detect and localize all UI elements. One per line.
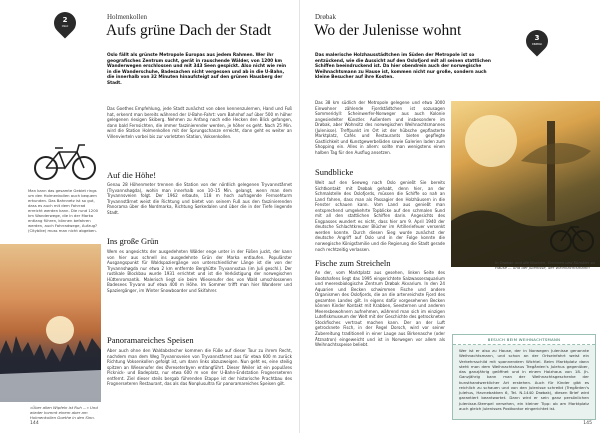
body-paragraph: Aber auch ohne den Waldabstecher kommen die Füße auf dieser Tour zu ihrem Recht, nachdem man dem Weg Tryvannsveien von Tryvannstårnet aus für etwa 600 m zurück Richtung Voksenkollen gefolgt ist, um dann links abzuzweigen. Nun geht es, eine steilig spitzen an Wiesenufer des Øvreseterbyen entlangführt. Dieser Weiler ist ein populäres Picknick- und Badeplatz, nur etwa 600 m von der U-Bahn-Endstation Frognerseteren entfernt. Ziel dieser steils bergab führenden Etappe ist der historische Prachtbau des Frognerseteren Restaurant, das als das Nonplusultra für panoramareiches Speisen gilt. bbox=[107, 348, 292, 387]
right-page bbox=[300, 0, 600, 433]
marker-label: OSLO bbox=[61, 25, 69, 28]
page-number: 144 bbox=[30, 421, 39, 426]
info-box bbox=[452, 334, 596, 420]
subheading: Sundblicke bbox=[315, 167, 354, 177]
subheading: Ins große Grün bbox=[107, 236, 159, 246]
info-box-heading: BESUCH BEIM WEIHNACHTSMANN bbox=[453, 335, 595, 345]
marker-number: 2 bbox=[62, 16, 68, 24]
photo-caption: In Drøbak und die Nischen, Schönen und Künstler zu Hause ... und der Julenisse, der Weihnachtsmann! bbox=[495, 260, 595, 270]
subheading: Auf die Höhe! bbox=[107, 170, 157, 180]
body-paragraph: Das Goethes Empfehlung, jede Stadt zunächst von oben kennenzulernen, Hand und Fuß hat, erkennt man bereits während der U-Bahn-Fahrt: vom Bahnhof auf über 500 m höher gelegenen riesigen Skiberg. Nehmen zu Anfang noch edle Hecken den Blick gefangen, dann bald Fernsichten, die immer faszinierender werden, je höher es geht. Nach 25 Min. wird die Station Holmenkollen mit der Sprungschanze erreicht, dann geht es weiter an Villenvierteln vorbei bis zur vorletzten Station, Voksenkollen. bbox=[107, 106, 292, 139]
sidebar-caption: Man kann das gesamte Gebiet rings um den Holmenkollen auch bequem erkunden. Das Bahnnetz ist so gut, dass es auch mit dem Fahrrad erreicht werden kann. Die rund 1200 km Wanderwege, die in der Marka entlang führen, können befahren werden, auch Fahrradwege, Aufzug? (Citybike) muss man nicht abgeben. bbox=[28, 188, 99, 233]
destination-marker bbox=[54, 12, 76, 40]
body-paragraph: Das 38 km südlich der Metropole gelegene und etwa 3000 Einwohner zählende Fjordstädtchen ist sozusagen Sommeridyll: Scheinwerfer-Norweger aus auch Kolonie angesiedelter Künstler. Außerdem und insbesondere im Drøbak, aber Wohnsitz des norwegischen Weihnachtsmannes (Julenisse). Treffpunkt im Ort ist der hübsche gepflasterte Marktplatz, Cafés und Restaurants bieten gepflegte Gastlichkeit und Kunstgewerbeläden sowie Galerien laden zum Shopping ein. Alles in allem: sollte man wenigstens einen halben Tag für den Ausflug ansetzen. bbox=[315, 100, 445, 155]
lead-paragraph: Das malerische Holzhausstädtchen im Süden der Metropole ist so entzückend, wie die Aussicht auf den Oslofjord mit all seinen stattlichen Schiffen beeindruckend ist. Da hier obendrein auch der norwegische Weihnachtsmann zu Hause ist, kommen nicht nur große, sondern auch kleine Besucher auf ihre Kosten. bbox=[315, 53, 491, 81]
subheading: Panoramareiches Speisen bbox=[107, 335, 194, 345]
forest-photo bbox=[0, 244, 101, 402]
subheading: Fische zum Streicheln bbox=[315, 258, 391, 268]
photo-caption: »Über allen Wipfeln ist Ruh ...« Und wieder kommt einem aber am Holmenkollen Goethe in den Sinn. bbox=[30, 405, 98, 420]
body-paragraph: Genau 28 Höhenmeter trennen die Station von der nördlich gelegenen Tryvannstårnet (Tryvannshøgda), wohin man innerhalb von 10–15 Min. gelangt, wenn man dem Tryvannsveien folgt. Der 1962 erbaute, 118 m hoch aufragende Fernsehturm Tryvannstårnet weist die Richtung und bietet von seinem Fuß aus den faszinierenden Panorama über die Nordmarka, Richtung Sørkedalen und über die in der Tiefe liegende Stadt. bbox=[107, 182, 292, 215]
page-title: Aufs grüne Dach der Stadt bbox=[106, 22, 272, 39]
drobak-photo bbox=[451, 101, 600, 267]
page-title: Wo der Julenisse wohnt bbox=[314, 22, 462, 39]
info-box-text: Wer ist er also zu Hause, der in Norwegen Julenisse genannte Weihnachtsmann, und schon an der Ortseinfahrt weist ein Verkehrsschild mit spannendem Wichtel. Beim Marktplatz dann steht man dem Weihnachtshaus Tregården's Julehus gegenüber, das ganzjährig geöffnet und in einem Holzhaus von 18. Jh. Ganzjährig kann man der Weihnachtsgeschenke der kunsthandwerklicher Art erstehen. Auch für Kinder gibt es reichlich zu schauen und von den Julenisse schreibt (Tregården's Julehus, Havnebakken 6, Tel. N-1440 Drøbak), diesen Brief wird garantiert beantwortet. Dann wird er sein ganz persönlichen Julenisse-Stempel versehen, ein kleiner Tipp: ob am Marktplatz auch gleich Julenisses Postkontor eingerichtet ist. bbox=[459, 348, 589, 411]
section-kicker: Holmenkollen bbox=[107, 13, 148, 21]
marker-number: 3 bbox=[534, 34, 540, 42]
section-kicker: Drøbak bbox=[315, 13, 336, 21]
bicycle-icon bbox=[33, 140, 97, 182]
destination-marker bbox=[526, 30, 548, 58]
body-paragraph: Weit auf den Seeweg nach Oslo genießt Sie bereits Sichtkontakt mit Drøbak gehabt, denn hier, an der Schmalstelle des Oslofjords, müssen die Schiffe so nah an Land fahren, dass man als Passagier den Holzhäusern in die Fenster schauen kann. Vom Land aus genießt man entsprechend umgekehrte Topblicke auf den schmalen Sund mit all den stattlichen Schiffen darin. Angesichts des Engpasses wundert es nicht, dass hier am 9. April 1940 der deutsche Schlachtkreuzer Blücher im Artilleriefeuer versenkt werden konnte. Durch diesen Sieg wurde zunächst der deutsche Angriff auf Oslo und in der Folge konnte die norwegische Königsfamilie und die Regierung die Stadt gerade noch rechtzeitig verlassen. bbox=[315, 180, 445, 252]
page-number: 145 bbox=[583, 421, 592, 426]
lead-paragraph: Oslo fällt als grünste Metropole Europas aus jedem Rahmen. Wer ihr geografisches Zentrum sucht, gerät in rauschende Wälder, von 1200 km Wanderwegen erschlossen und mit 343 Seen gespickt. Also nicht wie rein in die Wanderschuhe, Badesachen nicht vergessen und ab in die U-Bahn, die innerhalb von 32 Minuten hinaufsteigt auf den grünen Hausberg der Stadt. bbox=[107, 53, 287, 86]
body-paragraph: Wem es angesichts der ausgedehnten Wälder enge unter in der Füßen juckt, der kann von hier aus schnell ins ausgedehnte Grün der Marka entlaufen. Populärster Ausgangspunkt für Waldspaziergänge von unterschiedlicher Länge ist die von der Tryvannshøgda nur etwa 2 km entfernte Berghütte Tryvannsstua (im Juli geschl.). Der rustikale Blockbau wurde 1931 errichtet und ist die Verköstigung der norwegischen Hüttenromantik. Malerisch liegt sie beim Wiesenufer des von Wald umschlossenen Badesees Tryvann auf etwa 400 m Höhe. Im Sommer trifft man hier Wanderer und Spaziergänger, im Winter Snowboarder und Skifahrer. bbox=[107, 249, 292, 293]
marker-label: DRØBAK bbox=[531, 43, 543, 46]
body-paragraph: An der, vom Marktplatz aus gesehen, linken Seite des Bootshafens liegt das 1995 eingerichtete Salzwasseraquarium und meeresbiologische Zentrum Drøbak Akvarium. In den 24 Aquarien und Becken schwimmen Fische und andere Organismen des Oslofjords, die an die artenreichste Fjord des gesamten Landes gilt. In eigens dafür vorgesehenen Becken können Kinder Kontakt mit Krabben, Seesternen und anderen Meeresbewohnern aufnehmen, während man sich im einzigen Lutefiskmuseum der Welt mit der Geschichte des getrockneten Stockfisches vertraut machen kann. Der an der Luft getrocknete Fisch, in der Regel Dorsch, wird vor seiner Zubereitung traditionell in einer Lauge aus Birkenasche (oder Ätznatron) eingeweicht und ist in Norwegen vor allem als Weihnachtsspeise beliebt. bbox=[315, 270, 445, 348]
